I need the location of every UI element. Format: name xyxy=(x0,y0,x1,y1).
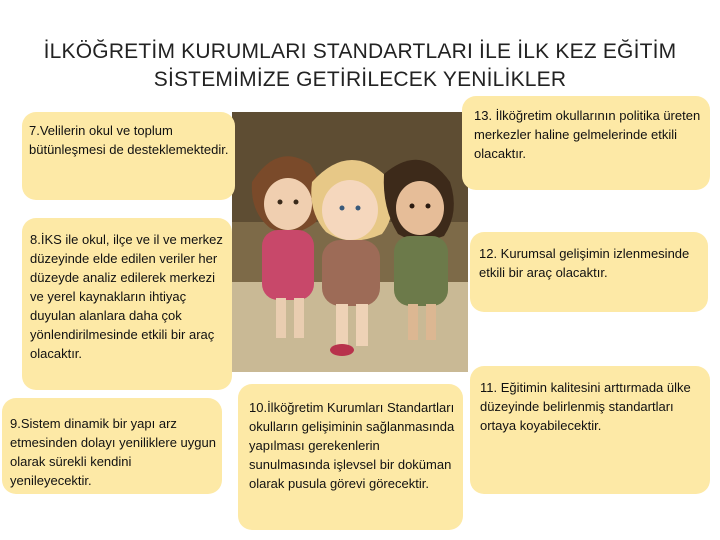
slide-title xyxy=(40,38,680,94)
info-box-13-text: 13. İlköğretim okullarının politika üreten merkezler haline gelmelerinde etkili olacaktır. xyxy=(474,108,701,161)
info-box-13 xyxy=(462,96,710,190)
slide-title-line-1: İLKÖĞRETİM KURUMLARI STANDARTLARI İLE İLK KEZ EĞİTİM xyxy=(43,40,677,63)
info-box-10-text: 10.İlköğretim Kurumları Standartları okulların gelişiminin sağlanmasında yapılması gerekenlerin sunulmasında işlevsel bir doküman olarak pusula görevi görecektir. xyxy=(249,400,455,491)
info-box-7 xyxy=(22,112,235,200)
info-box-10 xyxy=(238,384,463,530)
slide-title-line-2: SİSTEMİMİZE GETİRİLECEK YENİLİKLER xyxy=(153,68,567,91)
info-box-9-text: 9.Sistem dinamik bir yapı arz etmesinden dolayı yeniliklere uygun olarak sürekli kendini yenileyecektir. xyxy=(10,416,216,488)
info-box-12 xyxy=(470,232,708,312)
info-box-12-text: 12. Kurumsal gelişimin izlenmesinde etkili bir araç olacaktır. xyxy=(479,246,690,280)
info-box-9 xyxy=(2,398,222,494)
info-box-8 xyxy=(22,218,232,390)
info-box-11-text: 11. Eğitimin kalitesini arttırmada ülke düzeyinde belirlenmiş standartları ortaya koyabilecektir. xyxy=(480,380,691,433)
children-photo xyxy=(232,112,468,372)
info-box-7-text: 7.Velilerin okul ve toplum bütünleşmesi de desteklemektedir. xyxy=(29,123,229,157)
info-box-8-text: 8.İKS ile okul, ilçe ve il ve merkez düzeyinde elde edilen veriler her düzeyde analiz edilerek merkezi ve yerel kaynakların ihtiyaç duyulan alanlara daha çok yönlendirilmesinde etkili bir araç olacaktır. xyxy=(30,232,223,361)
info-box-11 xyxy=(470,366,710,494)
